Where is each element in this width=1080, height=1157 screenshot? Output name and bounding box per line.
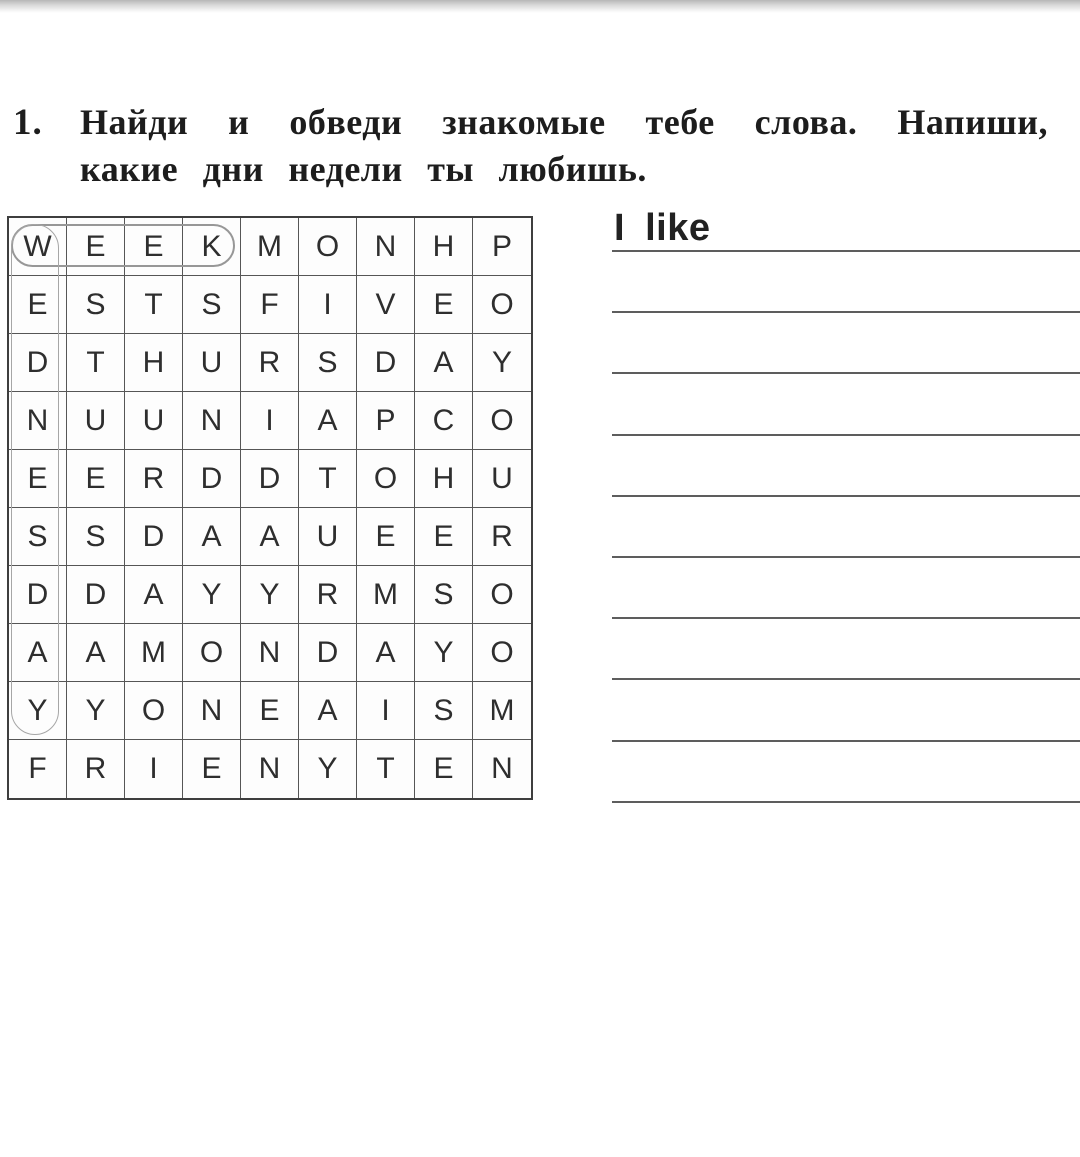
grid-cell[interactable]: C	[415, 392, 473, 450]
grid-cell[interactable]: Y	[299, 740, 357, 798]
writing-line[interactable]	[612, 740, 1080, 742]
grid-cell[interactable]: U	[299, 508, 357, 566]
grid-cell[interactable]: R	[67, 740, 125, 798]
grid-cell[interactable]: U	[183, 334, 241, 392]
writing-line[interactable]	[612, 372, 1080, 374]
grid-cell[interactable]: E	[9, 276, 67, 334]
word-search-grid	[7, 216, 533, 800]
grid-cell[interactable]: N	[241, 740, 299, 798]
grid-cell[interactable]: U	[125, 392, 183, 450]
grid-cell[interactable]: E	[183, 740, 241, 798]
grid-cell[interactable]: E	[125, 218, 183, 276]
grid-cell[interactable]: I	[241, 392, 299, 450]
grid-cell[interactable]: D	[67, 566, 125, 624]
grid-cell[interactable]: T	[299, 450, 357, 508]
grid-cell[interactable]: S	[67, 276, 125, 334]
grid-cell[interactable]: A	[299, 682, 357, 740]
grid-cell[interactable]: Y	[183, 566, 241, 624]
grid-cell[interactable]: S	[299, 334, 357, 392]
grid-cell[interactable]: E	[357, 508, 415, 566]
grid-cell[interactable]: A	[415, 334, 473, 392]
answer-prompt: I like	[614, 207, 711, 249]
grid-cell[interactable]: I	[125, 740, 183, 798]
grid-cell[interactable]: D	[9, 566, 67, 624]
writing-line[interactable]	[612, 434, 1080, 436]
grid-cell[interactable]: H	[415, 450, 473, 508]
grid-cell[interactable]: U	[67, 392, 125, 450]
grid-cell[interactable]: M	[241, 218, 299, 276]
grid-cell[interactable]: I	[357, 682, 415, 740]
grid-cell[interactable]: R	[473, 508, 531, 566]
grid-cell[interactable]: M	[357, 566, 415, 624]
grid-cell[interactable]: E	[67, 450, 125, 508]
grid-cell[interactable]: N	[9, 392, 67, 450]
writing-line[interactable]	[612, 495, 1080, 497]
grid-cell[interactable]: M	[473, 682, 531, 740]
grid-cell[interactable]: E	[9, 450, 67, 508]
grid-cell[interactable]: A	[241, 508, 299, 566]
grid-cell[interactable]: Y	[67, 682, 125, 740]
word-search-puzzle	[7, 216, 533, 800]
grid-cell[interactable]: N	[357, 218, 415, 276]
grid-cell[interactable]: E	[415, 508, 473, 566]
grid-cell[interactable]: O	[473, 566, 531, 624]
grid-cell[interactable]: I	[299, 276, 357, 334]
writing-line[interactable]	[612, 311, 1080, 313]
grid-cell[interactable]: A	[183, 508, 241, 566]
grid-cell[interactable]: E	[415, 276, 473, 334]
grid-cell[interactable]: O	[299, 218, 357, 276]
scan-edge-shadow	[0, 0, 1080, 13]
grid-cell[interactable]: E	[67, 218, 125, 276]
grid-cell[interactable]: N	[183, 682, 241, 740]
grid-cell[interactable]: D	[9, 334, 67, 392]
grid-cell[interactable]: A	[9, 624, 67, 682]
grid-cell[interactable]: D	[299, 624, 357, 682]
writing-line[interactable]	[612, 678, 1080, 680]
grid-cell[interactable]: U	[473, 450, 531, 508]
grid-cell[interactable]: D	[241, 450, 299, 508]
grid-cell[interactable]: S	[67, 508, 125, 566]
writing-line[interactable]	[612, 250, 1080, 252]
grid-cell[interactable]: R	[299, 566, 357, 624]
grid-cell[interactable]: A	[67, 624, 125, 682]
grid-cell[interactable]: E	[241, 682, 299, 740]
grid-cell[interactable]: O	[357, 450, 415, 508]
answer-area	[612, 205, 1080, 845]
grid-cell[interactable]: S	[183, 276, 241, 334]
grid-cell[interactable]: H	[125, 334, 183, 392]
grid-cell[interactable]: Y	[415, 624, 473, 682]
grid-cell[interactable]: P	[473, 218, 531, 276]
grid-cell[interactable]: T	[125, 276, 183, 334]
grid-cell[interactable]: D	[357, 334, 415, 392]
instruction-line-1: Найди и обведи знакомые тебе слова. Напиши,	[80, 102, 1048, 142]
grid-cell[interactable]: O	[125, 682, 183, 740]
grid-cell[interactable]: A	[299, 392, 357, 450]
writing-line[interactable]	[612, 801, 1080, 803]
grid-cell[interactable]: T	[357, 740, 415, 798]
grid-cell[interactable]: H	[415, 218, 473, 276]
circled-word-wednesday	[11, 224, 59, 735]
grid-cell[interactable]: S	[415, 682, 473, 740]
grid-cell[interactable]: O	[473, 276, 531, 334]
writing-line[interactable]	[612, 556, 1080, 558]
grid-cell[interactable]: S	[9, 508, 67, 566]
grid-cell[interactable]: R	[125, 450, 183, 508]
grid-cell[interactable]: O	[183, 624, 241, 682]
grid-cell[interactable]: F	[9, 740, 67, 798]
grid-cell[interactable]: D	[125, 508, 183, 566]
grid-cell[interactable]: W	[9, 218, 67, 276]
grid-cell[interactable]: P	[357, 392, 415, 450]
writing-line[interactable]	[612, 617, 1080, 619]
grid-cell[interactable]: N	[491, 752, 513, 785]
grid-cell[interactable]: V	[357, 276, 415, 334]
grid-cell[interactable]: Y	[473, 334, 531, 392]
grid-cell[interactable]: Y	[9, 682, 67, 740]
task-instruction	[80, 99, 1048, 193]
grid-cell[interactable]: N	[183, 392, 241, 450]
grid-cell[interactable]: R	[241, 334, 299, 392]
task-number: 1.	[13, 102, 43, 143]
instruction-line-2: какие дни недели ты любишь.	[80, 149, 647, 189]
grid-cell[interactable]: E	[415, 740, 473, 798]
grid-cell[interactable]: T	[67, 334, 125, 392]
grid-cell[interactable]: Y	[241, 566, 299, 624]
grid-cell[interactable]: K	[183, 218, 241, 276]
grid-cell[interactable]: A	[125, 566, 183, 624]
grid-cell[interactable]: O	[473, 624, 531, 682]
grid-cell[interactable]: A	[357, 624, 415, 682]
grid-cell[interactable]: F	[241, 276, 299, 334]
grid-cell[interactable]: S	[415, 566, 473, 624]
grid-cell[interactable]: N	[241, 624, 299, 682]
grid-cell[interactable]: D	[183, 450, 241, 508]
grid-cell[interactable]: M	[125, 624, 183, 682]
grid-cell[interactable]: O	[473, 392, 531, 450]
